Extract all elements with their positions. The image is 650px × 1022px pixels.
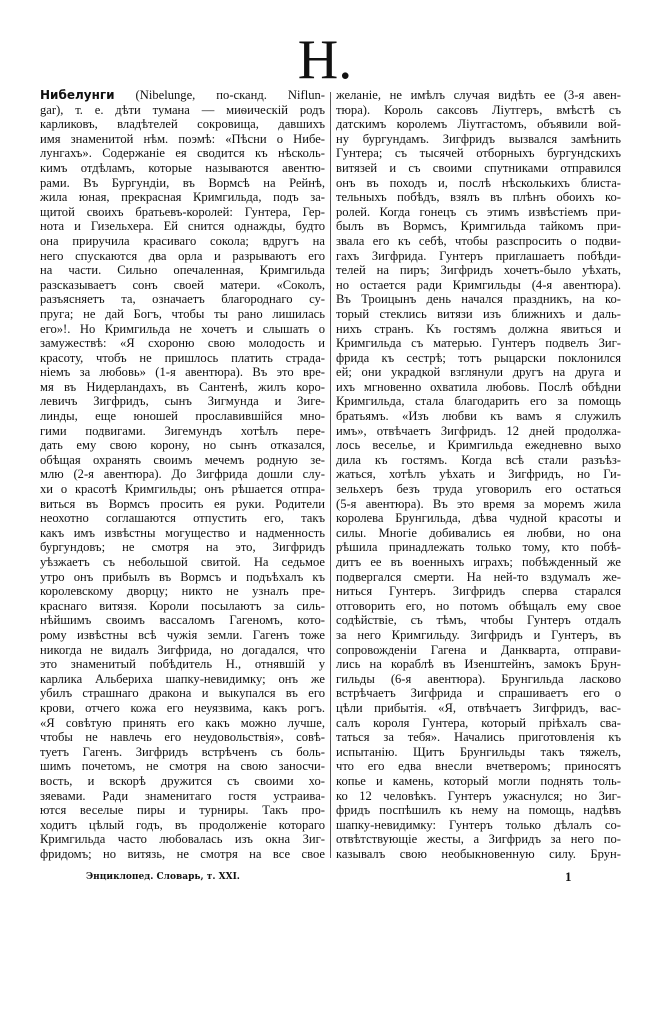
text-line: дитъ ее въ военныхъ играхъ; побѣжденный же [336, 555, 621, 569]
text-line: лось веселье, и Кримгильда ежедневно выхо [336, 438, 621, 453]
text-line: онъ въ походъ и, послѣ нѣсколькихъ блиста- [336, 175, 621, 190]
text-line: Кримгильда часто любовалась изъ окна Зиг- [40, 832, 325, 847]
text-line: Кримгильда съ матерью. Гунтеръ подвелъ Зиг- [336, 336, 621, 351]
text-line: братьямъ. «Изъ любви къ вамъ я служилъ [336, 409, 621, 424]
text-line: что его едва внесли вчетверомъ; приносятъ [336, 759, 621, 774]
text-line: карлика Альбериха шапку-невидимку; онъ же [40, 671, 325, 686]
section-letter-heading: Н. [297, 29, 353, 91]
text-line: за него Кримгильду. Зигфридъ и Гунтеръ, въ [336, 627, 621, 642]
text-line: нѣйшимъ своимъ вассаломъ Гагеномъ, кото- [40, 613, 325, 628]
text-line: копье и камень, который могли поднять толь- [336, 773, 621, 788]
text-line: замужествѣ: «Я схороню свою молодость и [40, 336, 325, 351]
text-line: ну бургундамъ. Зигфридъ вызвался замѣнить [336, 131, 621, 146]
text-line: дать ему свою корону, но сынъ отказался, [40, 438, 325, 453]
text-line: это знаменитый побѣдитель Н., отнявшій у [40, 657, 325, 672]
text-line: виться въ Вормсъ просить ея руки. Родители [40, 496, 325, 511]
text-line: рѣшила принадлежать только тому, кто побѣ- [336, 540, 621, 555]
text-line: испытанію. Щитъ Брунгильды такъ тяжелъ, [336, 744, 621, 759]
text-line: датскимъ королемъ Ліутгастомъ, объявили вой- [336, 117, 621, 132]
text-line: салъ короля Гунтера, который пріѣхалъ сва- [336, 715, 621, 730]
text-line: былъ въ Вормсъ, Кримгильда тайкомъ при- [336, 219, 621, 234]
footer-signature: Энциклопед. Словарь, т. XXI. [86, 872, 240, 882]
text-line: карликовъ, владѣтелей сокровища, давшихъ [40, 117, 325, 132]
text-line: разъясняетъ та, означаетъ благороднаго су- [40, 292, 325, 307]
right-column [336, 88, 621, 861]
text-line: гими подвигами. Зигемундъ хотѣлъ пере- [40, 423, 325, 438]
text-line: зяевами. Ради знаменитаго гостя устраива- [40, 788, 325, 803]
text-line: какъ имъ извѣстны могущество и надменность [40, 525, 325, 540]
text-line: уѣзжаетъ съ небольшой свитой. На седьмое [40, 555, 325, 569]
text-line: кимъ отдѣламъ, которые называются авентю- [40, 160, 325, 175]
headword: Нибелунги [40, 88, 115, 102]
text-line: подвергался смерти. На ней-то вздумалъ же- [336, 569, 621, 584]
text-line: ей; они украдкой взглянули другъ на друга и [336, 365, 621, 380]
text-line: фридъ поспѣшилъ къ нему на помощь, надѣвъ [336, 803, 621, 818]
text-line: тюра). Король саксовъ Ліутгеръ, вмѣстѣ съ [336, 102, 621, 117]
text-line [40, 88, 325, 103]
text-line: бургундовъ; не смотря на это, Зигфридъ [40, 540, 325, 555]
text-line: имъ», отвѣчаетъ Зигфридъ. 12 дней продолжа- [336, 423, 621, 438]
text-line: тельныхъ побѣдъ, взялъ въ плѣнъ обоихъ ко- [336, 190, 621, 205]
text-line: но остается ради Кримгильды (4-я авентюра). [336, 277, 621, 292]
text-line: телей на пиръ; Зигфридъ хочетъ-было уѣхать, [336, 263, 621, 278]
text-line: утро онъ прибылъ въ Вормсъ и подъѣхалъ къ [40, 569, 325, 584]
text-line: на части. Сильно опечаленная, Кримгильда [40, 263, 325, 278]
text-line: мя въ Нидерландахъ, въ Сантенѣ, жилъ коро- [40, 379, 325, 394]
text-line: шимъ почетомъ, не смотря на свою заносчи- [40, 759, 325, 774]
text-line: щитой своихъ братьевъ-королей: Гунтера, Гер- [40, 204, 325, 219]
column-divider [330, 92, 331, 858]
text-line: (5-я авентюра). Въ это время за моремъ жила [336, 496, 621, 511]
text-line: жила юная, прекрасная Кримгильда, подъ за- [40, 190, 325, 205]
text-line: желаніе, не имѣлъ случая видѣть ее (3-я авен- [336, 88, 621, 102]
text-line: гахъ Зигфрида. Гунтеръ приглашаетъ побѣди- [336, 248, 621, 263]
text-line: пруга; не дай Богъ, чтобы ты рано лишилась [40, 306, 325, 321]
text-line: ходитъ цѣлый годъ, въ продолженіе котораго [40, 817, 325, 832]
text-line: королева Брунгильда, дѣва чудной красоты и [336, 511, 621, 526]
text-line: gar), т. е. дѣти тумана — миѳическій родъ [40, 102, 325, 117]
text-line: ко 12 человѣкъ. Гунтеръ ужаснулся; но Зиг- [336, 788, 621, 803]
text-line: линды, еще юношей прославившійся мно- [40, 409, 325, 424]
text-line: крови, отчего кожа его неуязвима, какъ рогъ. [40, 700, 325, 715]
text-line: отговорить его, но потомъ обѣщалъ ему свое [336, 598, 621, 613]
text-line: Въ Троицынъ день начался праздникъ, на ко- [336, 292, 621, 307]
text-line: звала его къ себѣ, чтобы разспросить о подви- [336, 233, 621, 248]
text-line: она приручила красиваго сокола; вдругъ на [40, 233, 325, 248]
text-line: «Я совѣтую принять его какъ можно лучше, [40, 715, 325, 730]
text-line: рами. Въ Бургундіи, въ Вормсѣ на Рейнѣ, [40, 175, 325, 190]
text-line: хи о красотѣ Кримгильды; онъ рѣшается отпра- [40, 482, 325, 497]
text-line: дила къ гостямъ. Когда всѣ стали разъѣз- [336, 452, 621, 467]
text-line: жаться, хотѣлъ уѣхать и Зигфридъ, но Ги- [336, 467, 621, 482]
text-line: сопровожденіи Гагена и Данкварта, отправи- [336, 642, 621, 657]
text-line: ниться Гунтеръ. Зигфридъ сперва старался [336, 584, 621, 599]
text-line: него спускаются два орла и разрываютъ его [40, 248, 325, 263]
text-line: обѣщая охранять своимъ мечемъ родную зе- [40, 452, 325, 467]
text-line: вость, и вскорѣ дружится съ своими хо- [40, 773, 325, 788]
page-number: 1 [565, 869, 572, 884]
text-line: ніемъ за любовь» (1-я авентюра). Въ это вре- [40, 365, 325, 380]
text-line: ролей. Когда гонецъ съ этимъ извѣстіемъ при- [336, 204, 621, 219]
text-line: убилъ страшнаго дракона и выкупался въ его [40, 686, 325, 701]
text-line: отвѣтствующіе жесты, а Зигфридъ за него по- [336, 832, 621, 847]
text-line: встрѣчаетъ Зигфрида и спрашиваетъ его о [336, 686, 621, 701]
text-line: королевскому дворцу; никто не узналъ пре- [40, 584, 325, 599]
left-column [40, 88, 325, 861]
text-line: шапку-невидимку: Гунтеръ только дѣлалъ со- [336, 817, 621, 832]
text-line: фридомъ; но витязь, не смотря на все свое [40, 846, 325, 861]
text-line: нота и Гизельхера. Ей снится однажды, будто [40, 219, 325, 234]
text-line: имя знаменитой нѣм. поэмѣ: «Пѣсни о Нибе- [40, 131, 325, 146]
text-line: его»!. Но Кримгильда не хочетъ и слышать о [40, 321, 325, 336]
text-line: неохотно соглашаются отпустить его, такъ [40, 511, 325, 526]
text-line: чтобы не навлечь его неудовольствія», совѣ- [40, 730, 325, 745]
text-line: краснаго витязя. Короли посылаютъ за силь- [40, 598, 325, 613]
text-line: туетъ Гагенъ. Зигфридъ встрѣченъ съ боль- [40, 744, 325, 759]
text-line: казывалъ свою необыкновенную силу. Брун- [336, 846, 621, 861]
text-line: содѣйствіе, съ тѣмъ, чтобы Гунтеръ отдалъ [336, 613, 621, 628]
text-line: никогда не видалъ Зигфрида, но догадался, что [40, 642, 325, 657]
text-line: таться за тебя». Начались приготовленія къ [336, 730, 621, 745]
text-line: силы. Многіе добивались ея любви, но она [336, 525, 621, 540]
text-line: Гунтера; съ тысячей отборныхъ бургундскихъ [336, 146, 621, 161]
text-line: лись на кораблѣ въ Изенштейнъ, замокъ Брун- [336, 657, 621, 672]
text-line: фрида къ сестрѣ; тотъ рыцарски поклонился [336, 350, 621, 365]
text-line: ются веселые пиры и турниры. Такъ про- [40, 803, 325, 818]
text-line: гильды (6-я авентюра). Брунгильда ласково [336, 671, 621, 686]
text-line: витязей и съ своими спутниками отправился [336, 160, 621, 175]
text-line: красоту, чтобъ не пришлось платить страда- [40, 350, 325, 365]
text-line: лунгахъ». Содержаніе ея сводится къ нѣсколь- [40, 146, 325, 161]
text-line: нихъ странъ. Къ гостямъ должна явиться и [336, 321, 621, 336]
text-line: ихъ мгновенно охватила любовь. Послѣ обѣдни [336, 379, 621, 394]
text-line: рому извѣстны всѣ чужія земли. Гагенъ тоже [40, 627, 325, 642]
text-line: разсказываетъ сонъ своей матери. «Соколъ, [40, 277, 325, 292]
text-line: левичъ Зигфридъ, сынъ Зигмунда и Зиге- [40, 394, 325, 409]
text-line: торый стеклись витязи изъ ближнихъ и даль- [336, 306, 621, 321]
text-line-rest: (Nibelunge, по-сканд. Niflun- [114, 88, 325, 102]
text-line: млю (2-я авентюра). До Зигфрида дошли слу- [40, 467, 325, 482]
text-line: зельхеръ безъ труда уговорилъ его остаться [336, 482, 621, 497]
text-line: Кримгильда, стала благодарить его за помощь [336, 394, 621, 409]
text-line: цѣли прибытія. «Я, отвѣчаетъ Зигфридъ, вас- [336, 700, 621, 715]
